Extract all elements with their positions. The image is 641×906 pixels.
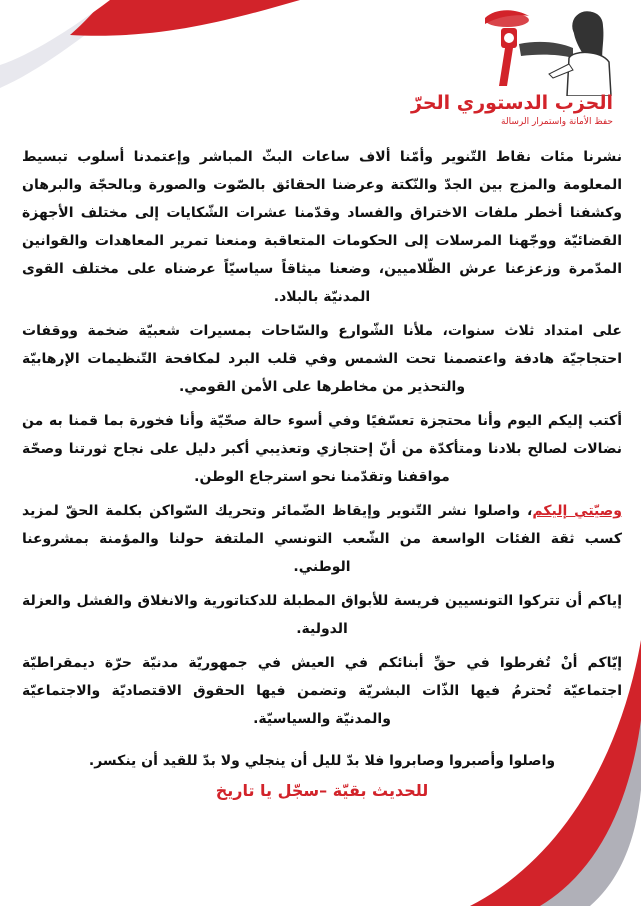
paragraph-wasiyya bbox=[22, 497, 622, 581]
paragraph-warning-2: إيّاكم أنْ تُفرطوا في حقِّ أبنائكم في العيش في جمهوريّة مدنيّة حرّة ديمقراطيّة اجتماعيّة تُحترمُ فيها الذّات البشريّة وتضمن فيها الحقوق الاقتصاديّة والاجتماعيّة والمدنيّة والسياسيّة. bbox=[22, 655, 622, 727]
paragraph-detention: أكتب إليكم اليوم وأنا محتجزة تعسّفيًا وفي أسوء حالة صحّيّة وأنا فخورة بما قمنا به من نضالات لصالح بلادنا ومتأكدّة من أنّ إحتجازي وتعذيبي أكبر دليل على نجاح ثورتنا وصحّة مواقفنا وتقدّمنا نحو استرجاع الوطن. bbox=[22, 413, 622, 485]
paragraph-achievements: نشرنا مئات نقاط التّنوير وأمّنا ألاف ساعات البثّ المباشر وإعتمدنا أسلوب تبسيط المعلومة والمزج بين الجدّ والنّكتة وعرضنا الحقائق بالصّوت والصورة وبالحجّة والبرهان وكشفنا أخطر ملفات الاختراق والفساد وقدّمنا عشرات الشّكايات إلى مختلف الأجهزة القضائيّة ووجّهنا المرسلات إلى الحكومات المتعاقبة ومنعنا تمرير المعاهدات والقوانين المدّمرة وزعزعنا عرش الظّلاميين، وضعنا ميثاقاً سياسيّاً عرضناه على مختلف القوى المدنيّة بالبلاد. bbox=[22, 149, 622, 305]
closing-line: واصلوا وأصبروا وصابروا فلا بدّ لليل أن ينجلي ولا بدّ للقيد أن ينكسر. bbox=[88, 753, 556, 769]
party-name: الحزب الدستوري الحرّ bbox=[411, 92, 613, 114]
wasiyya-label: وصيّتي إليكم bbox=[532, 503, 622, 519]
party-slogan: حفظ الأمانة واستمرار الرسالة bbox=[501, 117, 613, 127]
paragraph-warning-1: إياكم أن تتركوا التونسيين فريسة للأبواق المطبلة للدكتاتورية والانغلاق والفشل والعزلة الدولية. bbox=[22, 593, 622, 637]
party-logo bbox=[411, 4, 619, 134]
signature-line: للحديث بقيّة –سجّل يا تاريخ bbox=[215, 781, 429, 800]
wasiyya-text: ، واصلوا نشر التّنوير وإيقاظ الضّمائر وتحريك السّواكن بكلمة الحقّ لمزيد كسب ثقة الفئات الواسعة من الشّعب التونسي الملتفة حولنا والمؤمنة بمشروعنا الوطني. bbox=[22, 503, 622, 575]
paragraph-protests: على امتداد ثلاث سنوات، ملأنا الشّوارع والسّاحات بمسيرات شعبيّة ضخمة ووقفات احتجاجيّة هادفة واعتصمنا تحت الشمس وفي قلب البرد لمكافحة التّنظيمات الإرهابيّة والتحذير من مخاطرها على الأمن القومي. bbox=[22, 323, 622, 395]
letter-body bbox=[22, 143, 622, 800]
party-emblem-icon bbox=[469, 4, 619, 96]
